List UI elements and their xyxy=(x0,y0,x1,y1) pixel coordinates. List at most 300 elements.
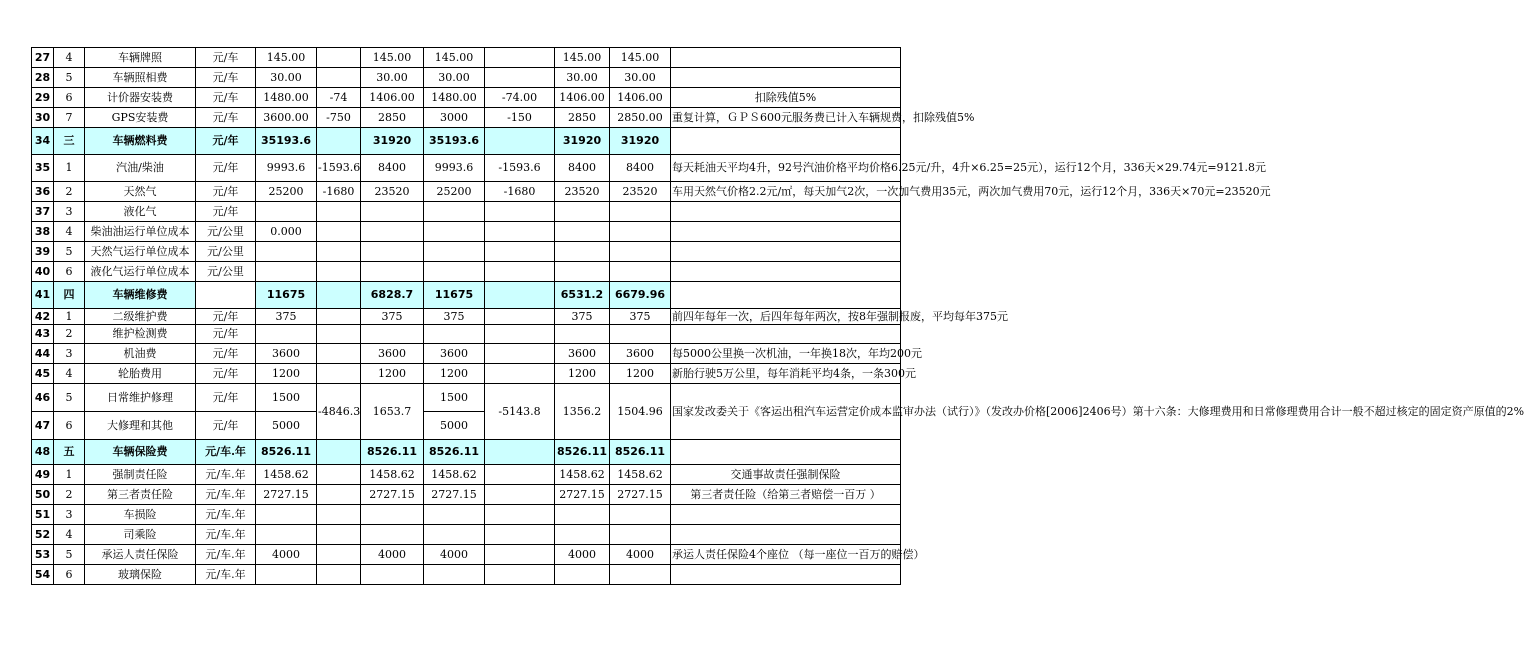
value-cell-3[interactable]: 375 xyxy=(361,309,424,325)
item-index[interactable]: 6 xyxy=(54,88,85,108)
value-cell-2[interactable] xyxy=(317,364,361,384)
value-cell-2[interactable] xyxy=(317,309,361,325)
value-cell-6[interactable]: 8400 xyxy=(555,155,610,182)
unit-cell[interactable]: 元/年 xyxy=(196,325,256,344)
value-cell-4[interactable]: 8526.11 xyxy=(424,440,485,465)
value-cell-1[interactable] xyxy=(256,202,317,222)
value-cell-6[interactable] xyxy=(555,505,610,525)
value-cell-1[interactable]: 0.000 xyxy=(256,222,317,242)
note-cell[interactable] xyxy=(671,242,901,262)
item-name[interactable]: 机油费 xyxy=(85,344,196,364)
value-cell-7[interactable]: 1406.00 xyxy=(610,88,671,108)
value-cell-5[interactable] xyxy=(485,364,555,384)
value-cell-5[interactable] xyxy=(485,282,555,309)
item-name[interactable]: 大修理和其他 xyxy=(85,412,196,440)
row-number[interactable]: 42 xyxy=(32,309,54,325)
value-cell-3[interactable]: 23520 xyxy=(361,182,424,202)
item-name[interactable]: 维护检测费 xyxy=(85,325,196,344)
unit-cell[interactable]: 元/车.年 xyxy=(196,440,256,465)
item-index[interactable]: 四 xyxy=(54,282,85,309)
item-index[interactable]: 3 xyxy=(54,505,85,525)
value-cell-6[interactable] xyxy=(555,525,610,545)
item-name[interactable]: 车辆维修费 xyxy=(85,282,196,309)
value-cell-4[interactable]: 35193.6 xyxy=(424,128,485,155)
row-number[interactable]: 34 xyxy=(32,128,54,155)
value-cell-1[interactable]: 145.00 xyxy=(256,48,317,68)
note-cell[interactable] xyxy=(671,565,901,585)
value-cell-6[interactable]: 6531.2 xyxy=(555,282,610,309)
value-cell-5[interactable] xyxy=(485,325,555,344)
value-cell-6[interactable]: 2850 xyxy=(555,108,610,128)
value-cell-3[interactable] xyxy=(361,222,424,242)
unit-cell[interactable]: 元/车 xyxy=(196,108,256,128)
value-cell-3[interactable]: 4000 xyxy=(361,545,424,565)
value-cell-7[interactable]: 2727.15 xyxy=(610,485,671,505)
note-cell[interactable]: 新胎行驶5万公里，每年消耗平均4条，一条300元 xyxy=(671,364,901,384)
note-cell[interactable] xyxy=(671,525,901,545)
value-cell-1[interactable] xyxy=(256,505,317,525)
value-cell-3[interactable]: 1653.7 xyxy=(361,384,424,440)
value-cell-7[interactable]: 31920 xyxy=(610,128,671,155)
item-name[interactable]: 车损险 xyxy=(85,505,196,525)
value-cell-2[interactable] xyxy=(317,128,361,155)
value-cell-4[interactable] xyxy=(424,202,485,222)
value-cell-7[interactable]: 8400 xyxy=(610,155,671,182)
item-index[interactable]: 4 xyxy=(54,222,85,242)
value-cell-6[interactable]: 1458.62 xyxy=(555,465,610,485)
item-index[interactable]: 4 xyxy=(54,364,85,384)
value-cell-7[interactable] xyxy=(610,262,671,282)
item-name[interactable]: 轮胎费用 xyxy=(85,364,196,384)
item-name[interactable]: 车辆照相费 xyxy=(85,68,196,88)
value-cell-7[interactable]: 1458.62 xyxy=(610,465,671,485)
row-number[interactable]: 45 xyxy=(32,364,54,384)
item-name[interactable]: 日常维护修理 xyxy=(85,384,196,412)
value-cell-1[interactable]: 1458.62 xyxy=(256,465,317,485)
value-cell-5[interactable]: -1593.6 xyxy=(485,155,555,182)
unit-cell[interactable]: 元/年 xyxy=(196,182,256,202)
value-cell-2[interactable] xyxy=(317,262,361,282)
value-cell-7[interactable]: 23520 xyxy=(610,182,671,202)
row-number[interactable]: 53 xyxy=(32,545,54,565)
value-cell-1[interactable] xyxy=(256,262,317,282)
value-cell-6[interactable]: 3600 xyxy=(555,344,610,364)
item-index[interactable]: 1 xyxy=(54,465,85,485)
row-number[interactable]: 39 xyxy=(32,242,54,262)
value-cell-5[interactable]: -5143.8 xyxy=(485,384,555,440)
item-name[interactable]: 天然气 xyxy=(85,182,196,202)
note-cell[interactable]: 每5000公里换一次机油，一年换18次，年均200元 xyxy=(671,344,901,364)
value-cell-2[interactable] xyxy=(317,545,361,565)
value-cell-7[interactable] xyxy=(610,505,671,525)
note-cell[interactable] xyxy=(671,128,901,155)
value-cell-5[interactable] xyxy=(485,68,555,88)
value-cell-4[interactable]: 1200 xyxy=(424,364,485,384)
value-cell-1[interactable] xyxy=(256,325,317,344)
value-cell-2[interactable] xyxy=(317,525,361,545)
value-cell-1[interactable] xyxy=(256,525,317,545)
value-cell-7[interactable] xyxy=(610,325,671,344)
value-cell-5[interactable] xyxy=(485,202,555,222)
value-cell-5[interactable] xyxy=(485,440,555,465)
note-cell[interactable]: 承运人责任保险4个座位 （每一座位一百万的赔偿） xyxy=(671,545,901,565)
item-index[interactable]: 5 xyxy=(54,242,85,262)
value-cell-5[interactable] xyxy=(485,344,555,364)
value-cell-4[interactable]: 25200 xyxy=(424,182,485,202)
value-cell-2[interactable] xyxy=(317,68,361,88)
item-index[interactable]: 3 xyxy=(54,202,85,222)
value-cell-5[interactable] xyxy=(485,242,555,262)
value-cell-4[interactable]: 1480.00 xyxy=(424,88,485,108)
unit-cell[interactable]: 元/公里 xyxy=(196,242,256,262)
value-cell-1[interactable]: 4000 xyxy=(256,545,317,565)
item-name[interactable]: 汽油/柴油 xyxy=(85,155,196,182)
value-cell-5[interactable] xyxy=(485,485,555,505)
value-cell-1[interactable] xyxy=(256,565,317,585)
value-cell-4[interactable]: 3600 xyxy=(424,344,485,364)
value-cell-7[interactable]: 1504.96 xyxy=(610,384,671,440)
value-cell-1[interactable]: 2727.15 xyxy=(256,485,317,505)
value-cell-7[interactable]: 4000 xyxy=(610,545,671,565)
item-index[interactable]: 7 xyxy=(54,108,85,128)
item-index[interactable]: 4 xyxy=(54,48,85,68)
note-cell[interactable]: 车用天然气价格2.2元/㎡，每天加气2次，一次加气费用35元，两次加气费用70元，运行12个月，336天×70元=23520元 xyxy=(671,182,901,202)
value-cell-5[interactable] xyxy=(485,545,555,565)
value-cell-1[interactable]: 1200 xyxy=(256,364,317,384)
item-index[interactable]: 三 xyxy=(54,128,85,155)
item-name[interactable]: 天然气运行单位成本 xyxy=(85,242,196,262)
item-name[interactable]: 司乘险 xyxy=(85,525,196,545)
item-name[interactable]: 二级维护费 xyxy=(85,309,196,325)
value-cell-4[interactable]: 4000 xyxy=(424,545,485,565)
unit-cell[interactable]: 元/年 xyxy=(196,309,256,325)
value-cell-7[interactable]: 145.00 xyxy=(610,48,671,68)
value-cell-7[interactable]: 8526.11 xyxy=(610,440,671,465)
value-cell-7[interactable]: 6679.96 xyxy=(610,282,671,309)
note-cell[interactable] xyxy=(671,262,901,282)
value-cell-3[interactable]: 8526.11 xyxy=(361,440,424,465)
table-row xyxy=(32,88,901,108)
value-cell-3[interactable] xyxy=(361,565,424,585)
value-cell-3[interactable]: 1200 xyxy=(361,364,424,384)
unit-cell[interactable]: 元/公里 xyxy=(196,262,256,282)
row-number[interactable]: 44 xyxy=(32,344,54,364)
value-cell-1[interactable]: 5000 xyxy=(256,412,317,440)
value-cell-3[interactable]: 1458.62 xyxy=(361,465,424,485)
note-cell[interactable] xyxy=(671,202,901,222)
item-index[interactable]: 6 xyxy=(54,565,85,585)
value-cell-6[interactable]: 2727.15 xyxy=(555,485,610,505)
value-cell-7[interactable] xyxy=(610,202,671,222)
note-cell[interactable] xyxy=(671,68,901,88)
value-cell-2[interactable] xyxy=(317,282,361,309)
value-cell-2[interactable] xyxy=(317,242,361,262)
value-cell-3[interactable]: 31920 xyxy=(361,128,424,155)
value-cell-6[interactable]: 4000 xyxy=(555,545,610,565)
value-cell-2[interactable]: -1593.6 xyxy=(317,155,361,182)
row-number[interactable]: 51 xyxy=(32,505,54,525)
unit-cell[interactable]: 元/车.年 xyxy=(196,505,256,525)
item-index[interactable]: 2 xyxy=(54,182,85,202)
row-number[interactable]: 47 xyxy=(32,412,54,440)
value-cell-3[interactable] xyxy=(361,242,424,262)
item-name[interactable]: 承运人责任保险 xyxy=(85,545,196,565)
unit-cell[interactable]: 元/车.年 xyxy=(196,565,256,585)
table-row xyxy=(32,344,901,364)
value-cell-4[interactable] xyxy=(424,505,485,525)
value-cell-1[interactable]: 3600 xyxy=(256,344,317,364)
value-cell-2[interactable]: -74 xyxy=(317,88,361,108)
table-row xyxy=(32,325,901,344)
value-cell-2[interactable] xyxy=(317,222,361,242)
value-cell-2[interactable]: -1680 xyxy=(317,182,361,202)
note-cell[interactable]: 每天耗油天平均4升，92号汽油价格平均价格6.25元/升，4升×6.25=25元），运行12个月，336天×29.74元=9121.8元 xyxy=(671,155,901,182)
value-cell-5[interactable] xyxy=(485,565,555,585)
value-cell-6[interactable] xyxy=(555,565,610,585)
value-cell-4[interactable]: 3000 xyxy=(424,108,485,128)
value-cell-3[interactable] xyxy=(361,325,424,344)
unit-cell[interactable]: 元/车 xyxy=(196,88,256,108)
unit-cell[interactable]: 元/年 xyxy=(196,155,256,182)
value-cell-5[interactable] xyxy=(485,465,555,485)
table-row xyxy=(32,155,901,182)
value-cell-6[interactable]: 1406.00 xyxy=(555,88,610,108)
value-cell-5[interactable]: -1680 xyxy=(485,182,555,202)
value-cell-1[interactable] xyxy=(256,242,317,262)
item-index[interactable]: 6 xyxy=(54,262,85,282)
unit-cell[interactable]: 元/年 xyxy=(196,344,256,364)
row-number[interactable]: 48 xyxy=(32,440,54,465)
value-cell-4[interactable]: 1500 xyxy=(424,384,485,412)
value-cell-4[interactable] xyxy=(424,262,485,282)
table-row xyxy=(32,242,901,262)
value-cell-5[interactable] xyxy=(485,222,555,242)
value-cell-1[interactable]: 8526.11 xyxy=(256,440,317,465)
unit-cell[interactable]: 元/车.年 xyxy=(196,525,256,545)
unit-cell[interactable]: 元/年 xyxy=(196,364,256,384)
item-index[interactable]: 2 xyxy=(54,325,85,344)
value-cell-4[interactable]: 2727.15 xyxy=(424,485,485,505)
value-cell-2[interactable]: -750 xyxy=(317,108,361,128)
row-number[interactable]: 36 xyxy=(32,182,54,202)
value-cell-6[interactable] xyxy=(555,202,610,222)
row-number[interactable]: 27 xyxy=(32,48,54,68)
unit-cell[interactable]: 元/公里 xyxy=(196,222,256,242)
value-cell-4[interactable]: 30.00 xyxy=(424,68,485,88)
row-number[interactable]: 37 xyxy=(32,202,54,222)
note-cell[interactable]: 交通事故责任强制保险 xyxy=(671,465,901,485)
value-cell-1[interactable]: 25200 xyxy=(256,182,317,202)
item-index[interactable]: 五 xyxy=(54,440,85,465)
value-cell-6[interactable]: 1356.2 xyxy=(555,384,610,440)
unit-cell[interactable]: 元/车.年 xyxy=(196,485,256,505)
item-name[interactable]: 第三者责任险 xyxy=(85,485,196,505)
note-cell[interactable] xyxy=(671,505,901,525)
value-cell-5[interactable]: -74.00 xyxy=(485,88,555,108)
row-number[interactable]: 43 xyxy=(32,325,54,344)
value-cell-4[interactable] xyxy=(424,222,485,242)
note-cell[interactable] xyxy=(671,48,901,68)
value-cell-7[interactable] xyxy=(610,525,671,545)
value-cell-6[interactable]: 23520 xyxy=(555,182,610,202)
value-cell-2[interactable] xyxy=(317,465,361,485)
note-cell[interactable]: 第三者责任险（给第三者赔偿一百万 ） xyxy=(671,485,901,505)
value-cell-5[interactable] xyxy=(485,262,555,282)
value-cell-4[interactable]: 9993.6 xyxy=(424,155,485,182)
row-number[interactable]: 52 xyxy=(32,525,54,545)
unit-cell[interactable] xyxy=(196,282,256,309)
value-cell-2[interactable] xyxy=(317,565,361,585)
value-cell-3[interactable] xyxy=(361,505,424,525)
value-cell-4[interactable] xyxy=(424,525,485,545)
item-name[interactable]: 液化气运行单位成本 xyxy=(85,262,196,282)
value-cell-6[interactable]: 30.00 xyxy=(555,68,610,88)
item-name[interactable]: 车辆燃料费 xyxy=(85,128,196,155)
value-cell-3[interactable]: 8400 xyxy=(361,155,424,182)
note-cell[interactable]: 前四年每年一次，后四年每年两次，按8年强制报废，平均每年375元 xyxy=(672,309,1008,323)
item-name[interactable]: 车辆牌照 xyxy=(85,48,196,68)
value-cell-4[interactable] xyxy=(424,242,485,262)
item-index[interactable]: 6 xyxy=(54,412,85,440)
value-cell-5[interactable] xyxy=(485,48,555,68)
value-cell-7[interactable]: 30.00 xyxy=(610,68,671,88)
row-number[interactable]: 49 xyxy=(32,465,54,485)
item-name[interactable]: GPS安装费 xyxy=(85,108,196,128)
value-cell-3[interactable]: 2727.15 xyxy=(361,485,424,505)
value-cell-1[interactable]: 35193.6 xyxy=(256,128,317,155)
value-cell-3[interactable]: 30.00 xyxy=(361,68,424,88)
row-number[interactable]: 46 xyxy=(32,384,54,412)
value-cell-5[interactable] xyxy=(485,525,555,545)
value-cell-7[interactable]: 1200 xyxy=(610,364,671,384)
value-cell-4[interactable] xyxy=(424,565,485,585)
value-cell-2[interactable] xyxy=(317,344,361,364)
item-index[interactable]: 5 xyxy=(54,545,85,565)
value-cell-6[interactable]: 145.00 xyxy=(555,48,610,68)
item-name[interactable]: 计价器安装费 xyxy=(85,88,196,108)
value-cell-3[interactable] xyxy=(361,262,424,282)
value-cell-2[interactable] xyxy=(317,48,361,68)
note-cell[interactable] xyxy=(671,282,901,309)
value-cell-1[interactable]: 375 xyxy=(256,309,317,325)
value-cell-6[interactable]: 1200 xyxy=(555,364,610,384)
row-number[interactable]: 50 xyxy=(32,485,54,505)
value-cell-3[interactable]: 2850 xyxy=(361,108,424,128)
value-cell-6[interactable]: 8526.11 xyxy=(555,440,610,465)
value-cell-3[interactable] xyxy=(361,525,424,545)
value-cell-7[interactable] xyxy=(610,242,671,262)
value-cell-6[interactable] xyxy=(555,222,610,242)
item-index[interactable]: 4 xyxy=(54,525,85,545)
value-cell-6[interactable] xyxy=(555,262,610,282)
value-cell-3[interactable]: 6828.7 xyxy=(361,282,424,309)
row-number[interactable]: 38 xyxy=(32,222,54,242)
item-name[interactable]: 车辆保险费 xyxy=(85,440,196,465)
item-index[interactable]: 1 xyxy=(54,155,85,182)
item-index[interactable]: 2 xyxy=(54,485,85,505)
unit-cell[interactable]: 元/年 xyxy=(196,128,256,155)
note-cell[interactable] xyxy=(671,325,901,344)
value-cell-4[interactable]: 145.00 xyxy=(424,48,485,68)
value-cell-1[interactable]: 11675 xyxy=(256,282,317,309)
row-number[interactable]: 29 xyxy=(32,88,54,108)
row-number[interactable]: 41 xyxy=(32,282,54,309)
unit-cell[interactable]: 元/车 xyxy=(196,48,256,68)
value-cell-7[interactable]: 375 xyxy=(610,309,671,325)
value-cell-3[interactable]: 3600 xyxy=(361,344,424,364)
note-cell[interactable]: 国家发改委关于《客运出租汽车运营定价成本监审办法（试行）》（发改办价格[2006]2406号）第十六条：大修理费用和日常修理费用合计一般不超过核定的固定资产原值的2% xyxy=(671,384,901,440)
item-name[interactable]: 液化气 xyxy=(85,202,196,222)
note-cell[interactable]: 扣除残值5% xyxy=(671,88,901,108)
note-cell[interactable]: 重复计算，ＧＰＳ600元服务费已计入车辆规费，扣除残值5% xyxy=(671,108,901,128)
value-cell-2[interactable] xyxy=(317,440,361,465)
value-cell-6[interactable] xyxy=(555,325,610,344)
value-cell-2[interactable]: -4846.3 xyxy=(317,384,361,440)
row-number[interactable]: 54 xyxy=(32,565,54,585)
value-cell-2[interactable] xyxy=(317,485,361,505)
table-row xyxy=(32,485,901,505)
value-cell-5[interactable]: -150 xyxy=(485,108,555,128)
unit-cell[interactable]: 元/年 xyxy=(196,202,256,222)
value-cell-7[interactable]: 3600 xyxy=(610,344,671,364)
value-cell-2[interactable] xyxy=(317,505,361,525)
value-cell-4[interactable]: 11675 xyxy=(424,282,485,309)
value-cell-4[interactable]: 1458.62 xyxy=(424,465,485,485)
note-cell[interactable] xyxy=(671,440,901,465)
item-index[interactable]: 5 xyxy=(54,68,85,88)
value-cell-5[interactable] xyxy=(485,309,555,325)
value-cell-7[interactable] xyxy=(610,222,671,242)
item-name[interactable]: 柴油油运行单位成本 xyxy=(85,222,196,242)
value-cell-1[interactable]: 1480.00 xyxy=(256,88,317,108)
value-cell-3[interactable]: 1406.00 xyxy=(361,88,424,108)
value-cell-1[interactable]: 9993.6 xyxy=(256,155,317,182)
value-cell-4[interactable]: 5000 xyxy=(424,412,485,440)
unit-cell[interactable]: 元/车.年 xyxy=(196,465,256,485)
value-cell-7[interactable]: 2850.00 xyxy=(610,108,671,128)
value-cell-5[interactable] xyxy=(485,505,555,525)
value-cell-6[interactable]: 31920 xyxy=(555,128,610,155)
unit-cell[interactable]: 元/年 xyxy=(196,412,256,440)
row-number[interactable]: 28 xyxy=(32,68,54,88)
value-cell-6[interactable] xyxy=(555,242,610,262)
item-index[interactable]: 3 xyxy=(54,344,85,364)
value-cell-1[interactable]: 30.00 xyxy=(256,68,317,88)
value-cell-7[interactable] xyxy=(610,565,671,585)
value-cell-3[interactable]: 145.00 xyxy=(361,48,424,68)
value-cell-2[interactable] xyxy=(317,325,361,344)
value-cell-4[interactable] xyxy=(424,325,485,344)
unit-cell[interactable]: 元/年 xyxy=(196,384,256,412)
unit-cell[interactable]: 元/车.年 xyxy=(196,545,256,565)
note-cell[interactable] xyxy=(671,222,901,242)
value-cell-2[interactable] xyxy=(317,202,361,222)
unit-cell[interactable]: 元/车 xyxy=(196,68,256,88)
row-number[interactable]: 35 xyxy=(32,155,54,182)
value-cell-3[interactable] xyxy=(361,202,424,222)
value-cell-1[interactable]: 1500 xyxy=(256,384,317,412)
row-number[interactable]: 40 xyxy=(32,262,54,282)
item-index[interactable]: 1 xyxy=(54,309,85,325)
item-name[interactable]: 玻璃保险 xyxy=(85,565,196,585)
item-index[interactable]: 5 xyxy=(54,384,85,412)
value-cell-5[interactable] xyxy=(485,128,555,155)
value-cell-4[interactable]: 375 xyxy=(424,309,485,325)
value-cell-6[interactable]: 375 xyxy=(555,309,610,325)
value-cell-1[interactable]: 3600.00 xyxy=(256,108,317,128)
item-name[interactable]: 强制责任险 xyxy=(85,465,196,485)
row-number[interactable]: 30 xyxy=(32,108,54,128)
